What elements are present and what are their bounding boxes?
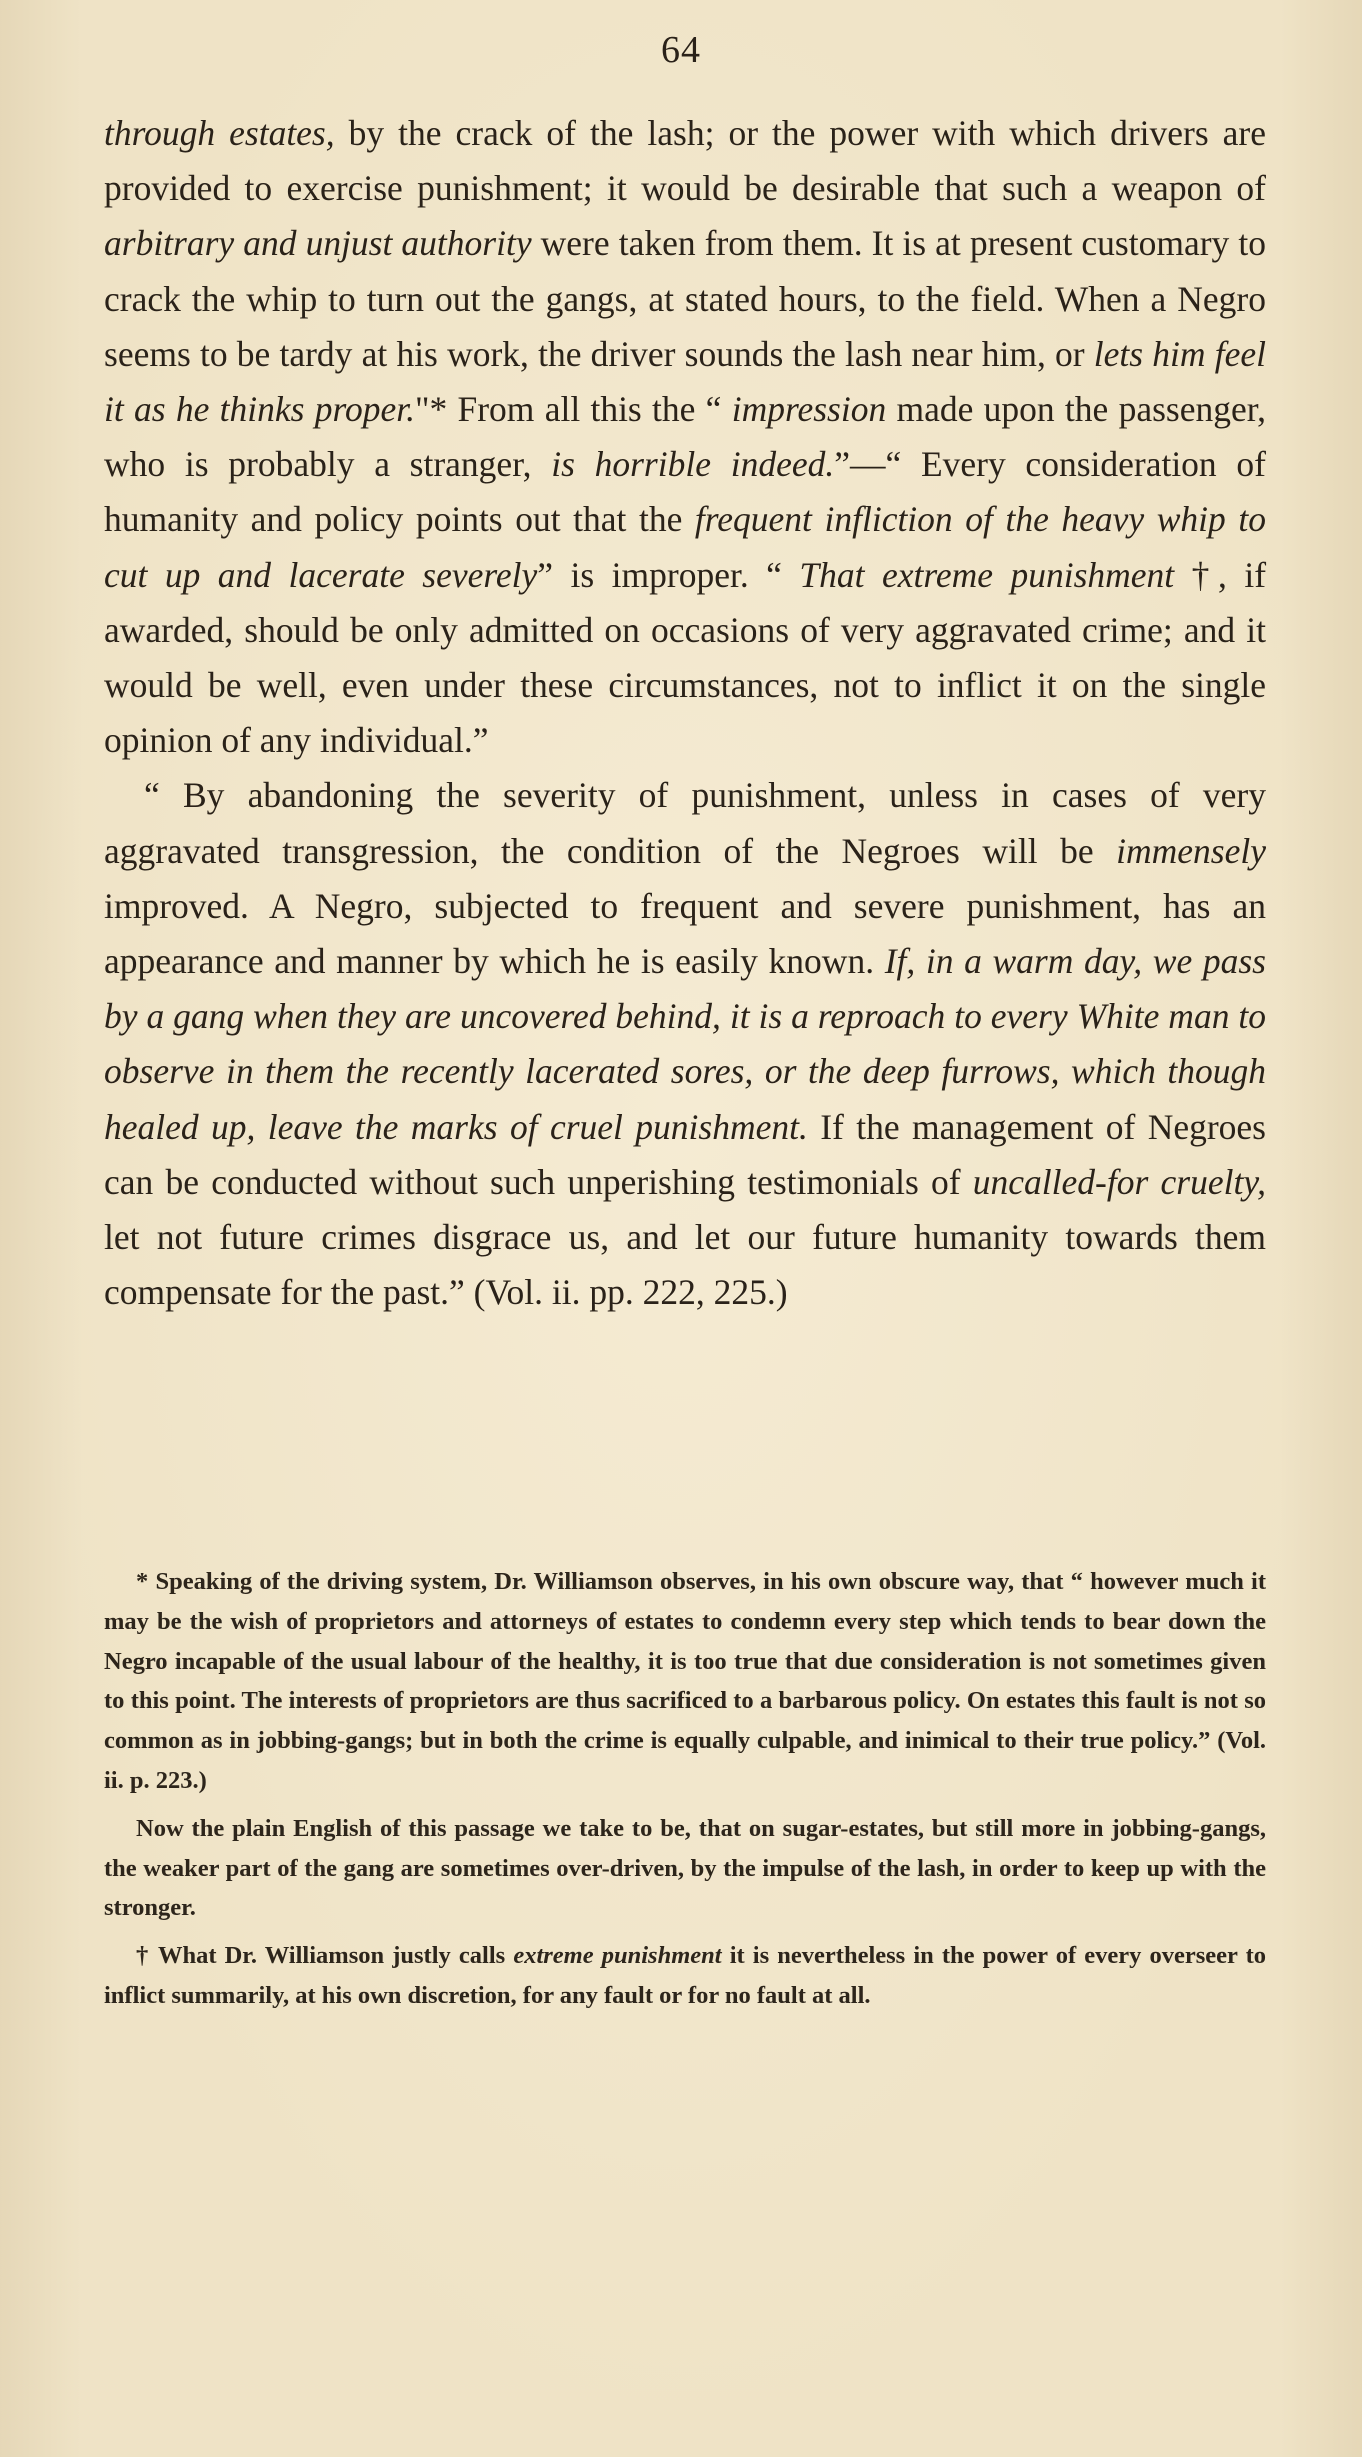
paragraph-1	[104, 106, 1266, 768]
text-run: If the management of Negroes can be conducted without such unperishing testimonials of	[104, 1106, 1266, 1202]
page-number: 64	[661, 29, 701, 71]
text-italic: through estates,	[104, 113, 335, 153]
text-run: it is nevertheless in the power of every overseer to inflict summarily, at his own discretion, for any fault or for no fault at all.	[104, 1942, 1266, 2009]
text-run: * Speaking of the driving system, Dr. Williamson observes, in his own obscure way, that “ however much it may be the wish of proprietors and attorneys of estates to condemn every step which tends to bear down the Negro incapable of the usual labour of the healthy, it is too true that due consideration is not sometimes given to this point. The interests of proprietors are thus sacrificed to a barbarous policy. On estates this fault is not so common as in jobbing-gangs; but in both the crime is equally culpable, and inimical to their true policy.” (Vol. ii. p. 223.)	[104, 1568, 1266, 1794]
text-run: ” is improper. “	[537, 554, 800, 595]
text-italic: extreme punishment	[513, 1942, 722, 1970]
text-italic: impression	[731, 389, 887, 430]
text-run: ”—“ Every consideration of humanity and policy points out that the	[104, 444, 1266, 540]
text-italic: That extreme punishment	[799, 554, 1175, 595]
footnote-1	[104, 1562, 1266, 1801]
main-text	[104, 106, 1266, 1320]
text-run: Now the plain English of this passage we take to be, that on sugar-estates, but still more in jobbing-gangs, the weaker part of the gang are sometimes over-driven, by the impulse of the lash, in order to keep up with the stronger.	[104, 1814, 1266, 1922]
text-italic: uncalled-for cruelty,	[972, 1161, 1266, 1202]
paragraph-2	[104, 768, 1266, 1320]
text-italic: If, in a warm day, we pass by a gang when they are uncovered behind, it is a reproach to every White man to observe in them the recently lacerated sores, or the deep furrows, which though healed up, leave the marks of cruel punishment.	[104, 941, 1266, 1147]
text-run: improved. A Negro, subjected to frequent and severe punishment, has an appearance and manner by which he is easily known.	[104, 885, 1266, 982]
footnotes	[104, 1562, 1266, 2016]
text-run: † What Dr. Williamson justly calls	[136, 1942, 514, 1970]
footnote-3	[104, 1936, 1266, 2016]
text-italic: arbitrary and unjust authority	[104, 223, 532, 264]
text-italic: frequent infliction of the heavy whip to cut up and lacerate severely	[104, 499, 1266, 595]
text-italic: lets him feel it as he thinks proper.	[104, 333, 1266, 430]
text-italic: immensely	[1116, 830, 1266, 871]
text-run: made upon the passenger, who is probably a stranger,	[104, 389, 1267, 485]
text-run: "* From all this the “	[414, 389, 732, 430]
text-run: †, if awarded, should be only admitted on occasions of very aggravated crime; and it would be well, even under these circumstances, not to inflict it on the single opinion of any individual.”	[104, 554, 1267, 761]
footnote-2	[104, 1809, 1266, 1928]
text-run: by the crack of the lash; or the power with which drivers are provided to exercise punishment; it would be desirable that such a weapon of	[104, 113, 1266, 209]
text-run: were taken from them. It is at present customary to crack the whip to turn out the gangs, at stated hours, to the field. When a Negro seems to be tardy at his work, the driver sounds the lash near him, or	[104, 223, 1266, 374]
text-run: let not future crimes disgrace us, and let our future humanity towards them compensate for the past.” (Vol. ii. pp. 222, 225.)	[104, 1217, 1266, 1313]
text-run: “ By abandoning the severity of punishment, unless in cases of very aggravated transgression, the condition of the Negroes will be	[104, 775, 1266, 871]
text-italic: is horrible indeed.	[551, 444, 835, 485]
